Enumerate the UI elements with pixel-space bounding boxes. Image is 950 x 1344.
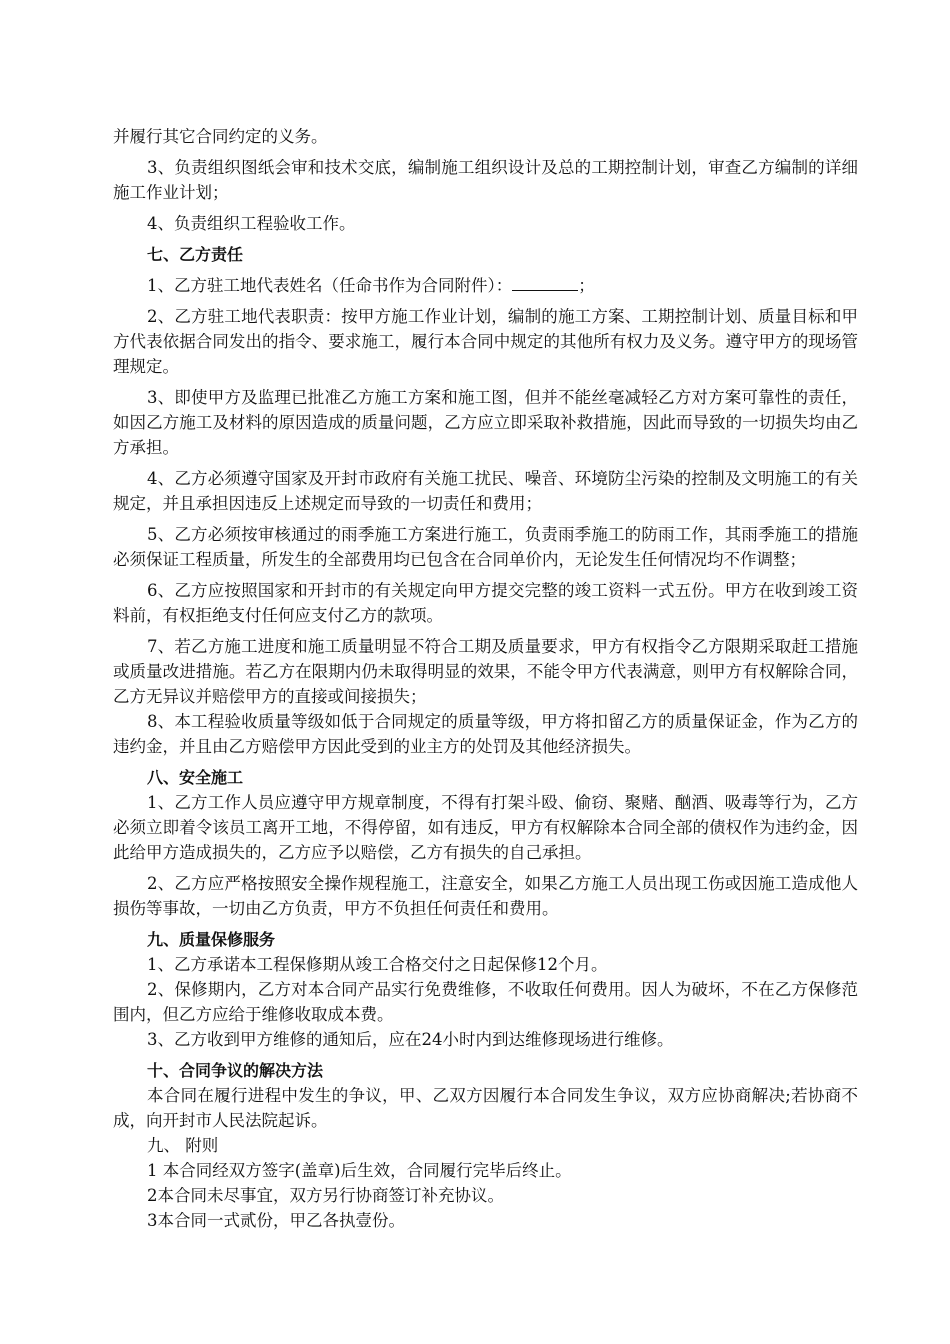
paragraph: 1、乙方承诺本工程保修期从竣工合格交付之日起保修12个月。 — [147, 955, 608, 974]
paragraph: 3、即使甲方及监理已批准乙方施工方案和施工图，但并不能丝毫减轻乙方对方案可靠性的责任，如因乙方施工及材料的原因造成的质量问题，乙方应立即采取补救措施，因此而导致的一切损失均由乙方承担。 — [113, 388, 858, 457]
paragraph-text: ； — [578, 276, 595, 295]
paragraph: 4、乙方必须遵守国家及开封市政府有关施工扰民、噪音、环境防尘污染的控制及文明施工的有关规定，并且承担因违反上述规定而导致的一切责任和费用； — [113, 469, 858, 513]
paragraph: 2本合同未尽事宜，双方另行协商签订补充协议。 — [147, 1186, 504, 1205]
paragraph: 3、乙方收到甲方维修的通知后，应在24小时内到达维修现场进行维修。 — [147, 1030, 674, 1049]
fill-in-blank — [512, 273, 578, 291]
paragraph: 本合同在履行进程中发生的争议，甲、乙双方因履行本合同发生争议，双方应协商解决;若协商不成，向开封市人民法院起诉。 — [113, 1086, 858, 1130]
paragraph: 九、 附则 — [147, 1136, 219, 1155]
contract-body — [113, 124, 858, 1233]
paragraph: 3、负责组织图纸会审和技术交底，编制施工组织设计及总的工期控制计划，审查乙方编制的详细施工作业计划； — [113, 158, 858, 202]
paragraph: 4、负责组织工程验收工作。 — [147, 214, 356, 233]
paragraph: 5、乙方必须按审核通过的雨季施工方案进行施工，负责雨季施工的防雨工作，其雨季施工的措施必须保证工程质量，所发生的全部费用均已包含在合同单价内，无论发生任何情况均不作调整； — [113, 525, 858, 569]
section-heading: 八、安全施工 — [147, 768, 244, 787]
paragraph: 7、若乙方施工进度和施工质量明显不符合工期及质量要求，甲方有权指令乙方限期采取赶工措施或质量改进措施。若乙方在限期内仍未取得明显的效果，不能令甲方代表满意，则甲方有权解除合同，乙方无异议并赔偿甲方的直接或间接损失； — [113, 637, 858, 706]
section-heading: 十、合同争议的解决方法 — [147, 1061, 324, 1080]
paragraph: 6、乙方应按照国家和开封市的有关规定向甲方提交完整的竣工资料一式五份。甲方在收到竣工资料前，有权拒绝支付任何应支付乙方的款项。 — [113, 581, 858, 625]
paragraph: 并履行其它合同约定的义务。 — [113, 127, 328, 146]
section-heading: 七、乙方责任 — [147, 245, 244, 264]
paragraph: 3本合同一式贰份，甲乙各执壹份。 — [147, 1211, 405, 1230]
paragraph: 8、本工程验收质量等级如低于合同规定的质量等级，甲方将扣留乙方的质量保证金，作为乙方的违约金，并且由乙方赔偿甲方因此受到的业主方的处罚及其他经济损失。 — [113, 712, 858, 756]
paragraph: 2、乙方驻工地代表职责：按甲方施工作业计划，编制的施工方案、工期控制计划、质量目标和甲方代表依据合同发出的指令、要求施工，履行本合同中规定的其他所有权力及义务。遵守甲方的现场管理规定。 — [113, 307, 858, 376]
paragraph-text: 1、乙方驻工地代表姓名（任命书作为合同附件）： — [147, 276, 513, 295]
paragraph: 2、乙方应严格按照安全操作规程施工，注意安全，如果乙方施工人员出现工伤或因施工造成他人损伤等事故，一切由乙方负责，甲方不负担任何责任和费用。 — [113, 874, 858, 918]
section-heading: 九、质量保修服务 — [147, 930, 276, 949]
paragraph: 1、乙方工作人员应遵守甲方规章制度，不得有打架斗殴、偷窃、聚赌、酗酒、吸毒等行为，乙方必须立即着令该员工离开工地，不得停留，如有违反，甲方有权解除本合同全部的债权作为违约金，因此给甲方造成损失的，乙方应予以赔偿，乙方有损失的自己承担。 — [113, 793, 858, 862]
paragraph-with-blank — [113, 273, 858, 298]
paragraph: 1 本合同经双方签字(盖章)后生效，合同履行完毕后终止。 — [147, 1161, 572, 1180]
paragraph: 2、保修期内，乙方对本合同产品实行免费维修，不收取任何费用。因人为破坏，不在乙方保修范围内，但乙方应给于维修收取成本费。 — [113, 980, 858, 1024]
